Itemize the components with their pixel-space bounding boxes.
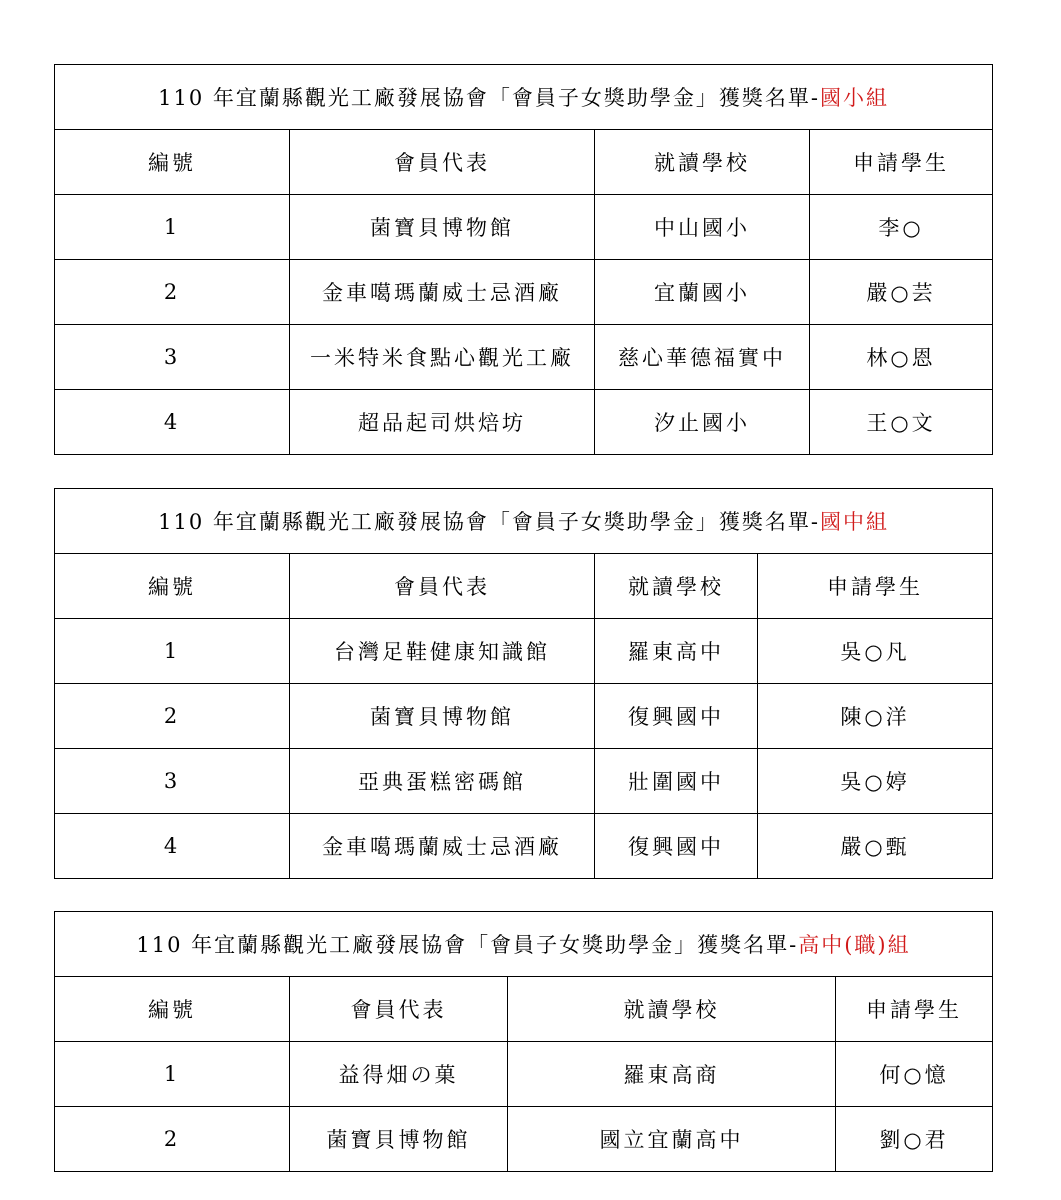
cell-student: 王○文 xyxy=(810,390,993,455)
cell-school: 羅東高中 xyxy=(595,619,758,684)
cell-number: 4 xyxy=(55,390,290,455)
header-student: 申請學生 xyxy=(836,977,993,1042)
header-student: 申請學生 xyxy=(810,130,993,195)
cell-school: 壯圍國中 xyxy=(595,749,758,814)
cell-school: 中山國小 xyxy=(595,195,810,260)
table-row xyxy=(55,814,993,879)
cell-school: 汐止國小 xyxy=(595,390,810,455)
header-student: 申請學生 xyxy=(758,554,993,619)
cell-school: 慈心華德福實中 xyxy=(595,325,810,390)
cell-member: 益得畑の菓 xyxy=(290,1042,508,1107)
cell-number: 1 xyxy=(55,619,290,684)
header-school: 就讀學校 xyxy=(595,130,810,195)
table-title xyxy=(55,912,993,977)
header-school: 就讀學校 xyxy=(508,977,836,1042)
title-group: 高中(職)組 xyxy=(798,933,911,957)
cell-member: 金車噶瑪蘭威士忌酒廠 xyxy=(290,260,595,325)
cell-school: 復興國中 xyxy=(595,814,758,879)
table-header-row xyxy=(55,977,993,1042)
cell-student: 嚴○芸 xyxy=(810,260,993,325)
cell-member: 亞典蛋糕密碼館 xyxy=(290,749,595,814)
header-school: 就讀學校 xyxy=(595,554,758,619)
cell-student: 陳○洋 xyxy=(758,684,993,749)
cell-number: 3 xyxy=(55,325,290,390)
header-member: 會員代表 xyxy=(290,977,508,1042)
table-row xyxy=(55,325,993,390)
cell-member: 台灣足鞋健康知識館 xyxy=(290,619,595,684)
header-number: 編號 xyxy=(55,554,290,619)
cell-number: 1 xyxy=(55,1042,290,1107)
cell-student: 吳○凡 xyxy=(758,619,993,684)
cell-member: 菌寶貝博物館 xyxy=(290,684,595,749)
cell-school: 宜蘭國小 xyxy=(595,260,810,325)
title-group: 國中組 xyxy=(819,510,889,534)
table-row xyxy=(55,684,993,749)
cell-number: 2 xyxy=(55,684,290,749)
award-table-senior-high xyxy=(54,911,993,1172)
title-main: 110 年宜蘭縣觀光工廠發展協會「會員子女獎助學金」獲獎名單- xyxy=(158,510,820,534)
cell-number: 1 xyxy=(55,195,290,260)
table-row xyxy=(55,1042,993,1107)
table-title-row xyxy=(55,65,993,130)
cell-student: 李○ xyxy=(810,195,993,260)
header-number: 編號 xyxy=(55,977,290,1042)
cell-school: 復興國中 xyxy=(595,684,758,749)
award-table-junior-high xyxy=(54,488,993,879)
cell-member: 超品起司烘焙坊 xyxy=(290,390,595,455)
cell-number: 2 xyxy=(55,260,290,325)
award-table-elementary xyxy=(54,64,993,455)
title-group: 國小組 xyxy=(819,86,889,110)
table-row xyxy=(55,195,993,260)
header-member: 會員代表 xyxy=(290,130,595,195)
cell-number: 3 xyxy=(55,749,290,814)
table-title xyxy=(55,65,993,130)
cell-student: 何○憶 xyxy=(836,1042,993,1107)
header-number: 編號 xyxy=(55,130,290,195)
cell-student: 林○恩 xyxy=(810,325,993,390)
cell-member: 一米特米食點心觀光工廠 xyxy=(290,325,595,390)
cell-member: 菌寶貝博物館 xyxy=(290,195,595,260)
table-title-row xyxy=(55,489,993,554)
table-row xyxy=(55,1107,993,1172)
table-row xyxy=(55,260,993,325)
cell-school: 國立宜蘭高中 xyxy=(508,1107,836,1172)
title-main: 110 年宜蘭縣觀光工廠發展協會「會員子女獎助學金」獲獎名單- xyxy=(158,86,820,110)
cell-number: 4 xyxy=(55,814,290,879)
table-title-row xyxy=(55,912,993,977)
table-row xyxy=(55,390,993,455)
table-row xyxy=(55,619,993,684)
cell-school: 羅東高商 xyxy=(508,1042,836,1107)
title-main: 110 年宜蘭縣觀光工廠發展協會「會員子女獎助學金」獲獎名單- xyxy=(136,933,799,957)
table-header-row xyxy=(55,130,993,195)
cell-student: 劉○君 xyxy=(836,1107,993,1172)
header-member: 會員代表 xyxy=(290,554,595,619)
cell-member: 菌寶貝博物館 xyxy=(290,1107,508,1172)
cell-student: 嚴○甄 xyxy=(758,814,993,879)
cell-number: 2 xyxy=(55,1107,290,1172)
table-row xyxy=(55,749,993,814)
table-header-row xyxy=(55,554,993,619)
cell-member: 金車噶瑪蘭威士忌酒廠 xyxy=(290,814,595,879)
cell-student: 吳○婷 xyxy=(758,749,993,814)
table-title xyxy=(55,489,993,554)
